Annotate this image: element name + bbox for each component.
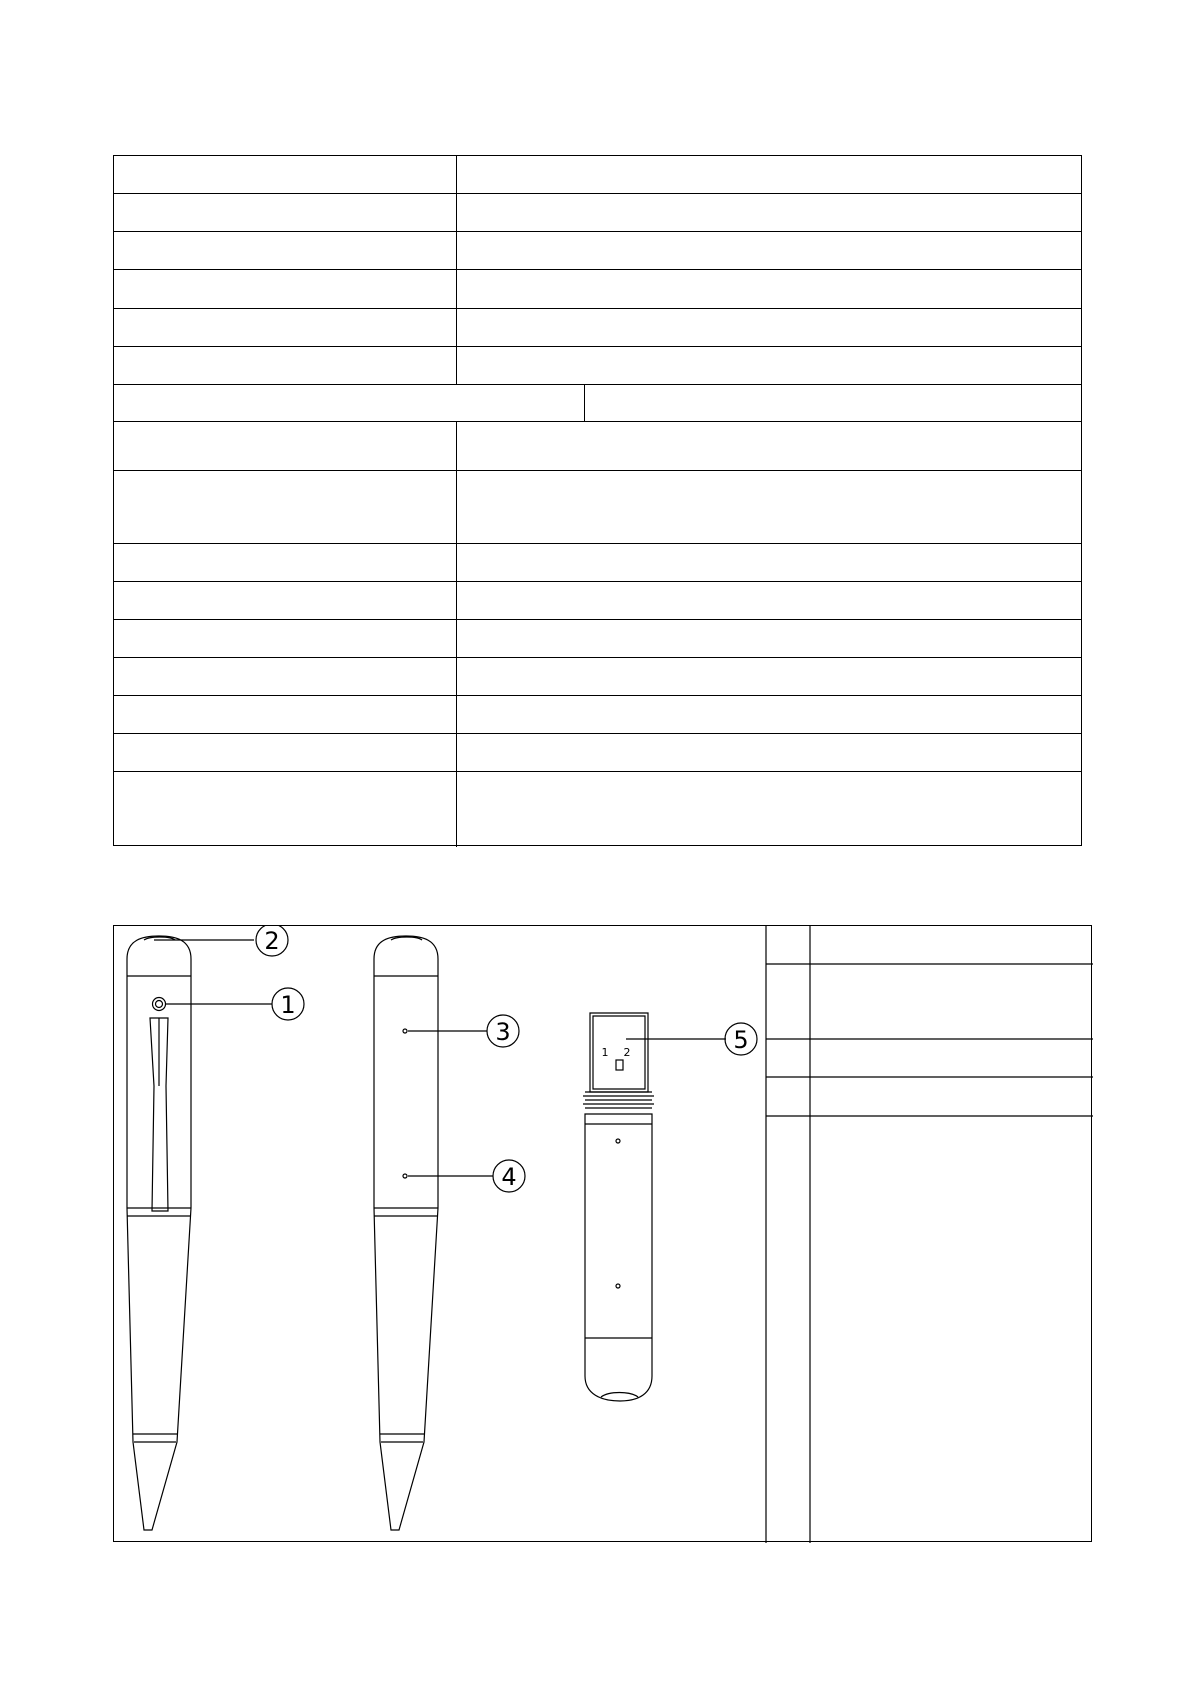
table-column-divider: [456, 421, 457, 847]
pen-camera-diagram: [114, 926, 1093, 1543]
table-row-divider: [114, 308, 1081, 309]
table-row-divider: [114, 470, 1081, 471]
callout-5-label: 5: [733, 1026, 749, 1054]
callout-4-label: 4: [501, 1163, 517, 1191]
callout-2-label: 2: [264, 927, 280, 955]
product-diagram-table: [113, 925, 1092, 1542]
reset-hole-icon: [403, 1029, 407, 1033]
table-row-divider: [114, 421, 1081, 422]
table-row-divider: [114, 619, 1081, 620]
table-row-divider: [114, 581, 1081, 582]
table-row-divider: [114, 543, 1081, 544]
usb-pin-1-label: 1: [601, 1046, 609, 1059]
table-column-divider: [584, 384, 585, 421]
callout-1-label: 1: [280, 991, 296, 1019]
callout-markers: [256, 926, 757, 1192]
table-row-divider: [114, 231, 1081, 232]
callout-3-label: 3: [495, 1018, 511, 1046]
mic-hole-icon: [403, 1174, 407, 1178]
camera-lens-icon: [153, 998, 166, 1011]
table-row-divider: [114, 269, 1081, 270]
hole-icon: [616, 1284, 620, 1288]
usb-connector: [590, 1013, 648, 1092]
table-row-divider: [114, 346, 1081, 347]
table-row-divider: [114, 771, 1081, 772]
pen-body: [585, 1114, 652, 1401]
pen-front-view: [127, 936, 191, 1530]
table-row-divider: [114, 695, 1081, 696]
hole-icon: [616, 1139, 620, 1143]
usb-pin-2-label: 2: [623, 1046, 631, 1059]
table-row-divider: [114, 733, 1081, 734]
specification-table: [113, 155, 1082, 846]
legend-grid: [766, 926, 1093, 1543]
pen-usb-view: [583, 1013, 654, 1401]
pen-back-view: [374, 936, 438, 1530]
table-row-divider: [114, 193, 1081, 194]
table-row-divider: [114, 384, 1081, 385]
table-column-divider: [456, 156, 457, 384]
table-row-divider: [114, 657, 1081, 658]
